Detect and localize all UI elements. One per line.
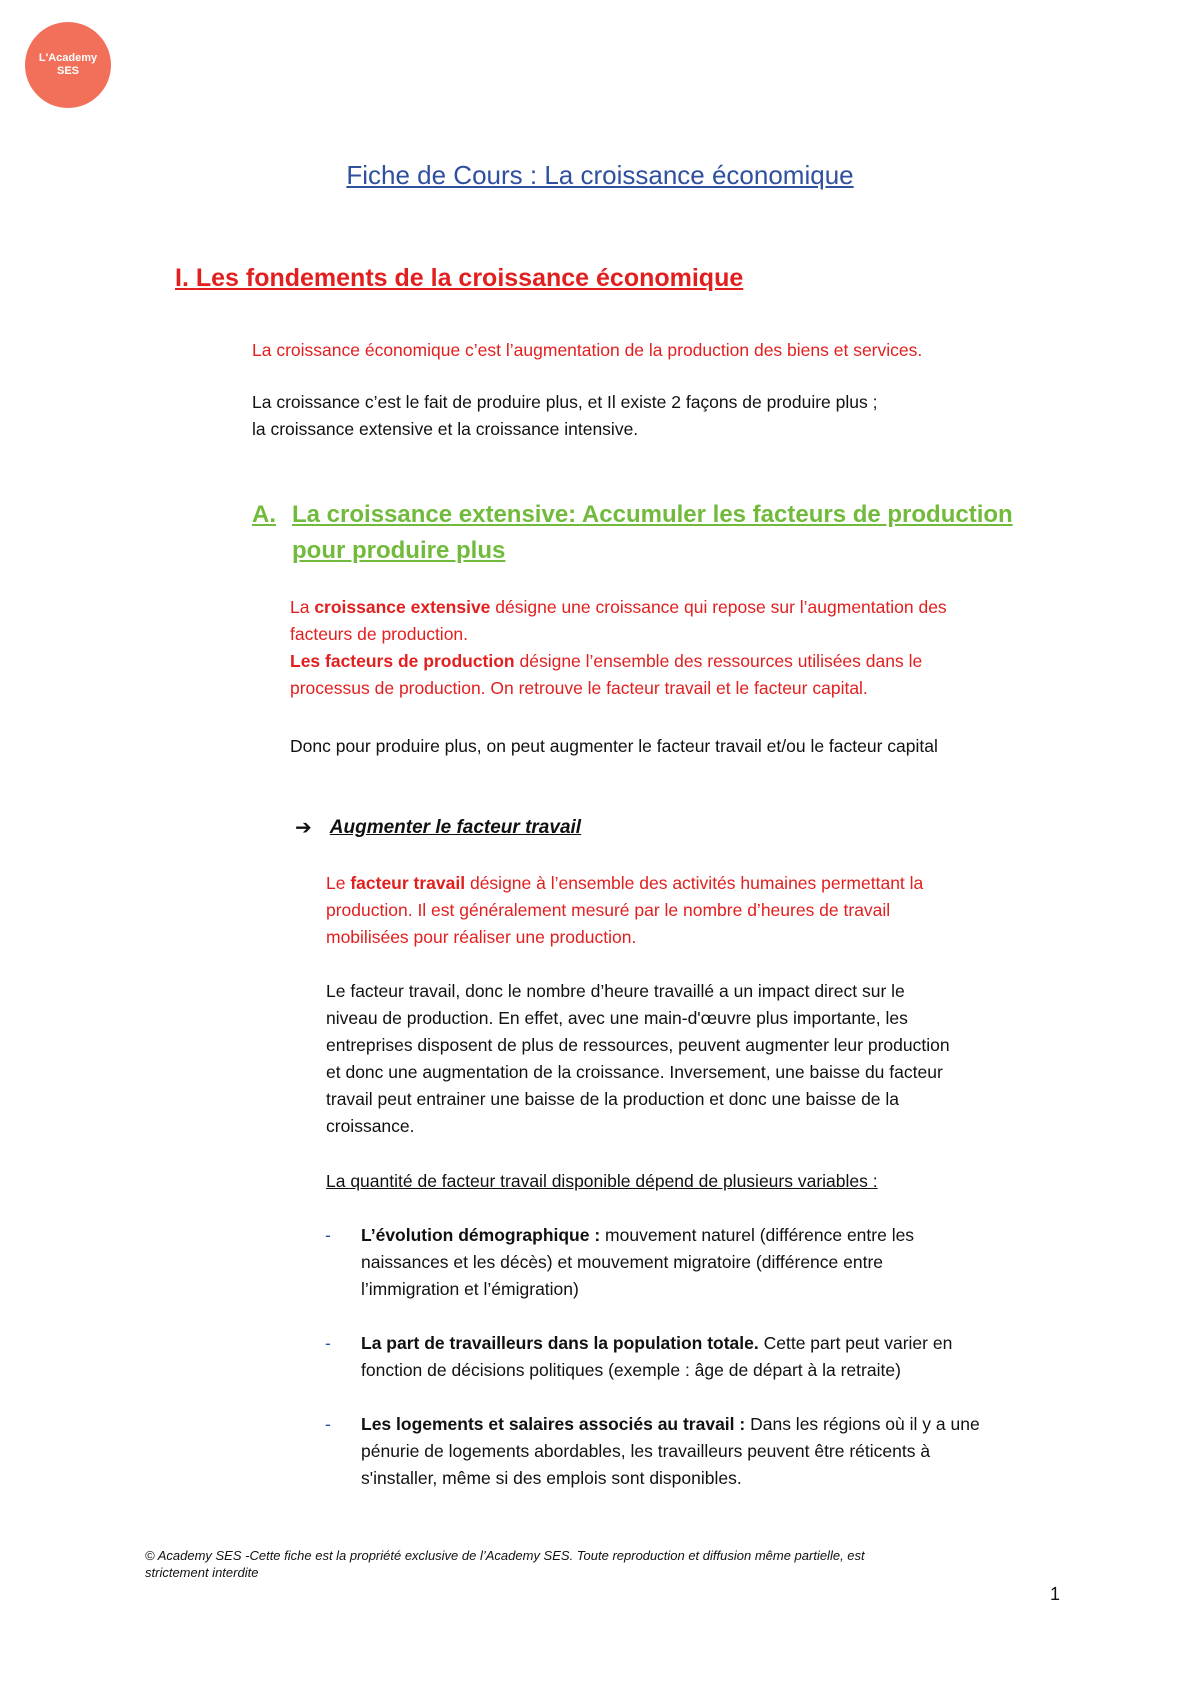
list-item bbox=[325, 1411, 1045, 1492]
labor-para-line: croissance. bbox=[326, 1116, 415, 1136]
bullet-bold: La part de travailleurs dans la population totale. bbox=[361, 1333, 759, 1353]
factors-def-post: désigne l’ensemble des ressources utilisées dans le bbox=[514, 651, 923, 671]
logo-line1: L'Academy bbox=[38, 52, 98, 64]
extensive-def-post: désigne une croissance qui repose sur l’augmentation des bbox=[490, 597, 947, 617]
extensive-def-pre: La bbox=[290, 597, 315, 617]
list-item bbox=[325, 1222, 1045, 1303]
footer-line1: © Academy SES -Cette fiche est la propriété exclusive de l’Academy SES. Toute reproduction et diffusion même partielle, est bbox=[145, 1548, 865, 1563]
bullet-line2: pénurie de logements abordables, les travailleurs peuvent être réticents à bbox=[361, 1441, 931, 1461]
subsection-heading bbox=[295, 815, 581, 840]
section1-heading bbox=[175, 264, 743, 293]
bullet-line1 bbox=[361, 1330, 1045, 1357]
logo-line2: SES bbox=[56, 65, 79, 77]
page-title: Fiche de Cours : La croissance économique bbox=[346, 160, 854, 190]
labor-def-line1 bbox=[326, 870, 923, 897]
sectionA-heading-line2: pour produire plus bbox=[292, 537, 506, 564]
sectionA-conclusion: Donc pour produire plus, on peut augmenter le facteur travail et/ou le facteur capital bbox=[290, 736, 938, 756]
bullet-line3: s'installer, même si des emplois sont disponibles. bbox=[361, 1468, 742, 1488]
labor-def-line2: production. Il est généralement mesuré par le nombre d’heures de travail bbox=[326, 900, 891, 920]
academy-logo bbox=[25, 22, 111, 108]
section1-intro bbox=[252, 389, 877, 443]
sectionA-heading-line1: La croissance extensive: Accumuler les facteurs de production bbox=[292, 501, 1013, 528]
sectionA-definitions bbox=[290, 594, 947, 702]
labor-definition bbox=[326, 870, 923, 951]
labor-def-bold: facteur travail bbox=[350, 873, 466, 893]
intro-line2: la croissance extensive et la croissance intensive. bbox=[252, 419, 639, 439]
labor-def-line3: mobilisées pour réaliser une production. bbox=[326, 927, 637, 947]
extensive-def-line2: facteurs de production. bbox=[290, 624, 469, 644]
bullet-dash: - bbox=[325, 1333, 331, 1353]
footer-line2: strictement interdite bbox=[145, 1565, 259, 1580]
bullet-line1 bbox=[361, 1222, 1045, 1249]
growth-definition: La croissance économique c’est l’augmentation de la production des biens et services. bbox=[252, 340, 923, 360]
bullet-bold: L’évolution démographique : bbox=[361, 1225, 601, 1245]
bullet-rest: Dans les régions où il y a une bbox=[745, 1414, 980, 1434]
bullet-line2: naissances et les décès) et mouvement migratoire (différence entre bbox=[361, 1252, 884, 1272]
factors-def-bold: Les facteurs de production bbox=[290, 651, 515, 671]
extensive-def-bold: croissance extensive bbox=[314, 597, 491, 617]
section1-number: I. bbox=[175, 264, 189, 292]
bullet-dash: - bbox=[325, 1414, 331, 1434]
bullet-bold: Les logements et salaires associés au travail : bbox=[361, 1414, 746, 1434]
bullet-line2: fonction de décisions politiques (exemple : âge de départ à la retraite) bbox=[361, 1360, 901, 1380]
labor-para-line: entreprises disposent de plus de ressources, peuvent augmenter leur production bbox=[326, 1035, 950, 1055]
intro-line1: La croissance c’est le fait de produire plus, et Il existe 2 façons de produire plus ; bbox=[252, 392, 878, 412]
sectionA-heading bbox=[252, 497, 1013, 569]
bullet-line3: l’immigration et l’émigration) bbox=[361, 1279, 579, 1299]
extensive-def-line1 bbox=[290, 594, 947, 621]
list-item bbox=[325, 1330, 1045, 1384]
page-number: 1 bbox=[1050, 1584, 1061, 1604]
sectionA-letter: A. bbox=[252, 501, 276, 528]
copyright-footer bbox=[145, 1547, 1065, 1581]
right-arrow-icon: ➔ bbox=[295, 817, 312, 839]
labor-para-line: niveau de production. En effet, avec une main-d'œuvre plus importante, les bbox=[326, 1008, 908, 1028]
labor-para-line: et donc une augmentation de la croissance. Inversement, une baisse du facteur bbox=[326, 1062, 943, 1082]
labor-paragraph bbox=[326, 978, 950, 1140]
subsection-heading-text: Augmenter le facteur travail bbox=[329, 816, 582, 838]
section1-heading-text: Les fondements de la croissance économique bbox=[195, 264, 744, 292]
bullet-dash: - bbox=[325, 1225, 331, 1245]
bullet-line1 bbox=[361, 1411, 1045, 1438]
factors-def-line1 bbox=[290, 648, 947, 675]
labor-def-post: désigne à l’ensemble des activités humaines permettant la bbox=[465, 873, 924, 893]
labor-def-pre: Le bbox=[326, 873, 351, 893]
bullet-rest: Cette part peut varier en bbox=[758, 1333, 953, 1353]
factors-def-line2: processus de production. On retrouve le facteur travail et le facteur capital. bbox=[290, 678, 868, 698]
labor-para-line: travail peut entrainer une baisse de la production et donc une baisse de la bbox=[326, 1089, 900, 1109]
variables-intro: La quantité de facteur travail disponible dépend de plusieurs variables : bbox=[326, 1171, 878, 1191]
bullet-rest: mouvement naturel (différence entre les bbox=[600, 1225, 915, 1245]
labor-para-line: Le facteur travail, donc le nombre d’heure travaillé a un impact direct sur le bbox=[326, 981, 905, 1001]
